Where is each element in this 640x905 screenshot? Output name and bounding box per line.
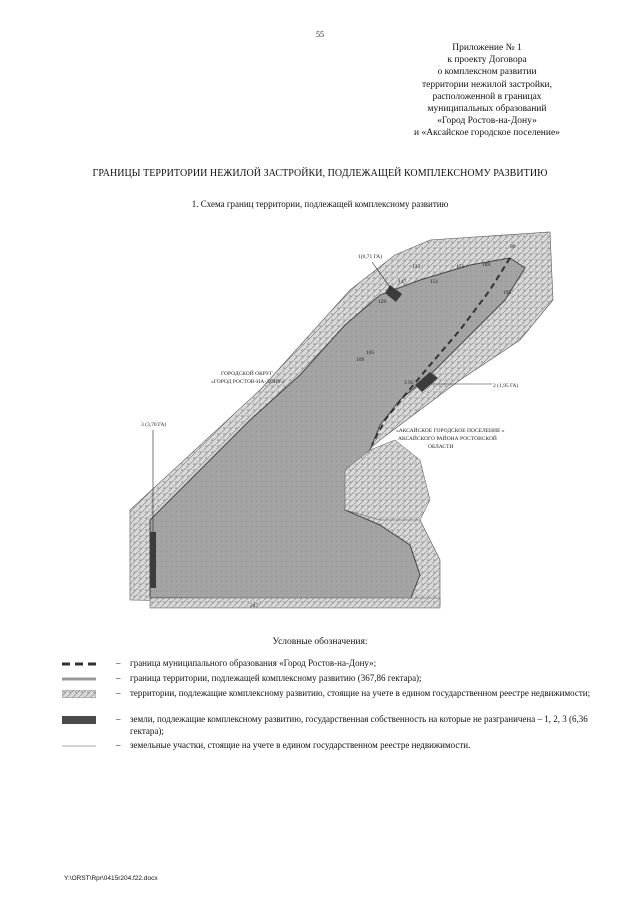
legend-dash: – bbox=[116, 714, 121, 724]
page-number: 55 bbox=[316, 30, 324, 39]
appendix-line: и «Аксайское городское поселение» bbox=[414, 128, 560, 139]
callout-3-label: 3 (3,70 ГА) bbox=[141, 422, 167, 428]
appendix-line: муниципальных образований bbox=[427, 104, 547, 115]
callout-1-label: 1(0,71 ГА) bbox=[358, 254, 382, 260]
aksai-label-1: «АКСАЙСКОЕ ГОРОДСКОЕ ПОСЕЛЕНИЕ » bbox=[396, 428, 505, 434]
parcel-label: 189 bbox=[482, 262, 491, 268]
solid-line-icon bbox=[62, 675, 96, 683]
appendix-line: Приложение № 1 bbox=[452, 43, 522, 53]
legend-dash: – bbox=[116, 688, 121, 698]
legend-dash: – bbox=[116, 658, 121, 668]
appendix-line: к проекту Договора bbox=[447, 55, 527, 66]
legend-dash: – bbox=[116, 673, 121, 683]
aksai-label-3: ОБЛАСТИ bbox=[428, 444, 454, 450]
document-title: ГРАНИЦЫ ТЕРРИТОРИИ НЕЖИЛОЙ ЗАСТРОЙКИ, ПОДЛЕЖАЩЕЙ КОМПЛЕКСНОМУ РАЗВИТИЮ bbox=[92, 168, 548, 179]
legend-text: территории, подлежащие комплексному развитию, стоящие на учете в едином государственном реестре недвижимости; bbox=[130, 688, 591, 698]
parcel-label: 171 bbox=[456, 264, 465, 270]
legend-text: земельные участки, стоящие на учете в едином государственном реестре недвижимости. bbox=[130, 740, 471, 750]
parcel-label: 80 bbox=[510, 244, 516, 250]
rostov-label-1: ГОРОДСКОЙ ОКРУГ bbox=[221, 371, 273, 377]
dark-fill-icon bbox=[62, 716, 96, 724]
parcel-label: 129 bbox=[378, 299, 387, 305]
parcel-label: 133 bbox=[412, 264, 421, 270]
thin-line-icon bbox=[62, 742, 96, 750]
dashed-line-icon bbox=[62, 660, 96, 668]
legend-text: земли, подлежащие комплексному развитию, государственная собственность на которые не разграничена – 1, 2, 3 (6,36 гектара); bbox=[130, 714, 588, 736]
parcel-label: 109 bbox=[356, 357, 365, 363]
document-subtitle: 1. Схема границ территории, подлежащей комплексному развитию bbox=[191, 199, 449, 209]
bottom-parcels bbox=[150, 598, 440, 608]
legend-text: граница муниципального образования «Город Ростов-на-Дону»; bbox=[130, 658, 377, 668]
aksai-label-2: АКСАЙСКОГО РАЙОНА РОСТОВСКОЙ bbox=[398, 436, 497, 442]
state-land-3 bbox=[150, 532, 156, 588]
appendix-line: «Город Ростов-на-Дону» bbox=[437, 116, 537, 127]
callout-2-label: 2 (1,95 ГА) bbox=[493, 383, 519, 389]
rostov-label-2: «ГОРОД РОСТОВ-НА-ДОНУ» bbox=[211, 379, 285, 385]
parcel-label: 195 bbox=[503, 290, 512, 296]
file-path-footer: Y:\ORST\Rpr\0415r204.f22.docx bbox=[64, 875, 158, 882]
legend-text: граница территории, подлежащей комплексному развитию (367,86 гектара); bbox=[130, 673, 422, 683]
parcel-label: 247 bbox=[250, 603, 259, 609]
parcel-label: 105 bbox=[366, 350, 375, 356]
appendix-line: о комплексном развитии bbox=[437, 67, 537, 78]
parcel-label: 3 95 bbox=[404, 380, 414, 386]
appendix-line: территории нежилой застройки, bbox=[421, 79, 553, 90]
parcel-label: 151 bbox=[430, 279, 439, 285]
legend-dash: – bbox=[116, 740, 121, 750]
hatched-fill-icon bbox=[62, 690, 96, 698]
appendix-line: расположенной в границах bbox=[432, 91, 542, 102]
parcel-label: 147 bbox=[398, 279, 407, 285]
legend-title: Условные обозначения: bbox=[272, 637, 368, 647]
